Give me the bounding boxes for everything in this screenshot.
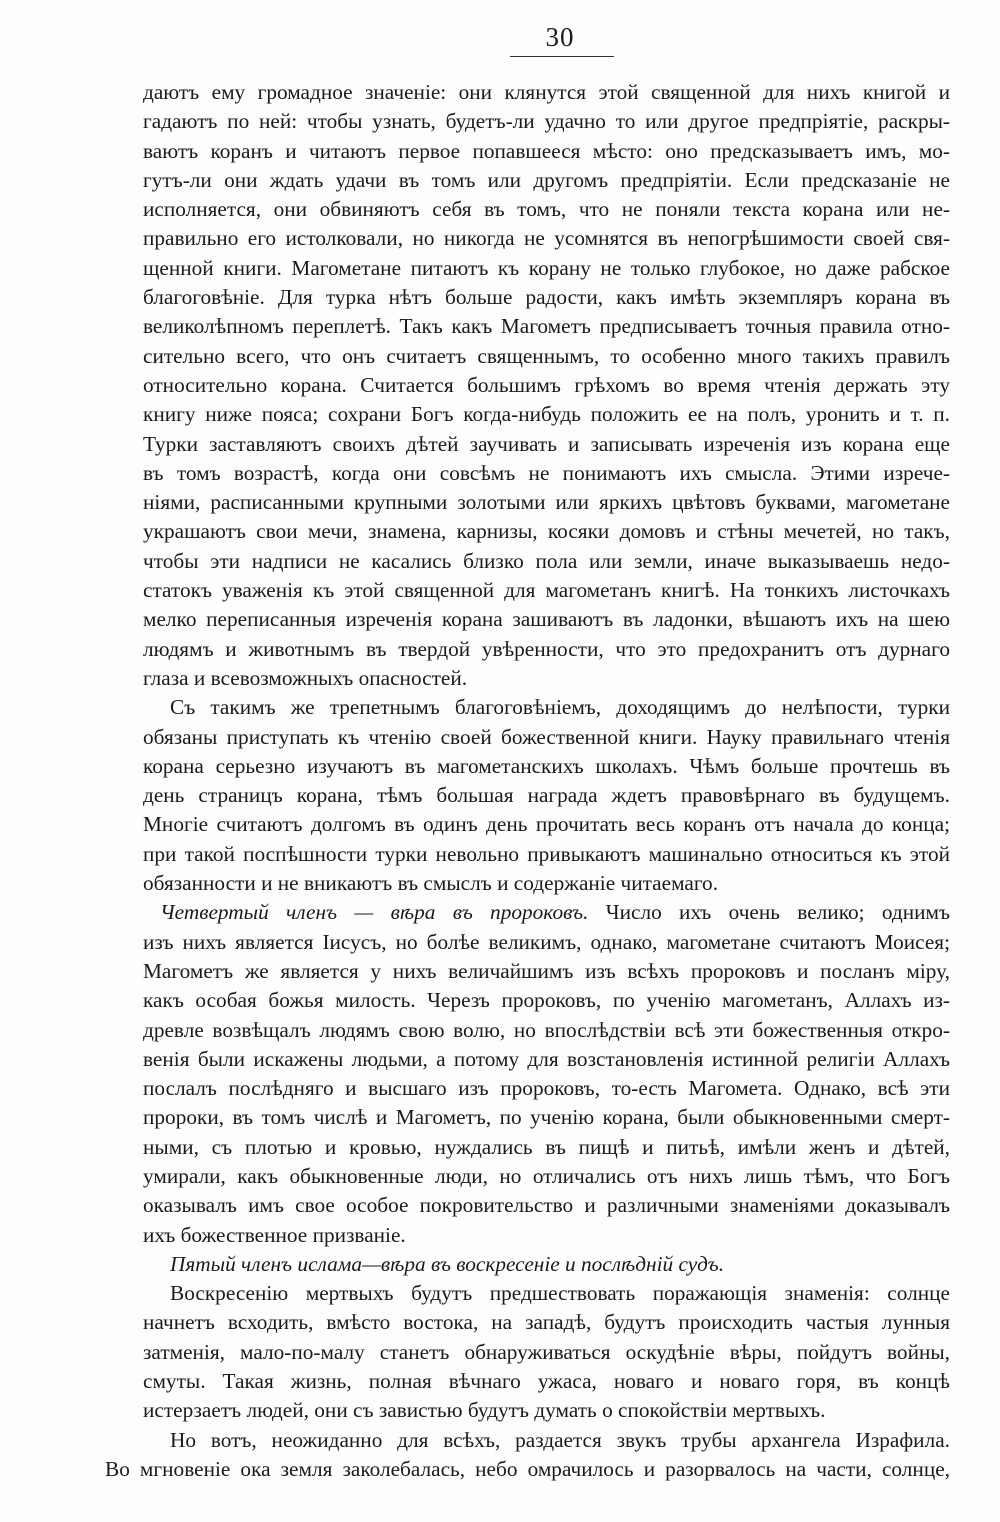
line-text: книгу ниже пояса; сохрани Богъ когда-нибудь положить ее на полъ, уронить и т. п. xyxy=(143,402,950,427)
text-line xyxy=(143,1338,950,1367)
text-line xyxy=(143,869,950,898)
line-text: Но вотъ, неожиданно для всѣхъ, раздается звукъ трубы архангела Израфила. xyxy=(170,1427,950,1452)
text-line xyxy=(143,459,950,488)
line-text: послалъ послѣдняго и высшаго изъ пророковъ, то-есть Магомета. Однако, всѣ эти xyxy=(143,1076,950,1101)
text-line xyxy=(170,1250,950,1279)
page-number-rule xyxy=(510,56,614,57)
text-line xyxy=(143,664,950,693)
text-line xyxy=(143,517,950,546)
text-line xyxy=(143,1074,950,1103)
line-text: Магометъ же является у нихъ величайшимъ изъ всѣхъ пророковъ и посланъ міру, xyxy=(143,958,950,983)
line-text: день страницъ корана, тѣмъ большая награда ждетъ правовѣрнаго въ будущемъ. xyxy=(143,783,950,808)
text-line xyxy=(170,693,950,722)
line-text: глаза и всевозможныхъ опасностей. xyxy=(143,665,468,690)
line-text: украшаютъ свои мечи, знамена, карнизы, косяки домовъ и стѣны мечетей, но такъ, xyxy=(143,519,950,544)
text-line xyxy=(143,957,950,986)
line-text: чтобы эти надписи не касались близко пола или земли, иначе выказываешь недо- xyxy=(143,548,950,573)
text-line xyxy=(143,1016,950,1045)
line-text: щенной книги. Магометане питаютъ къ корану не только глубокое, но даже рабское xyxy=(143,255,950,280)
line-text: пророки, въ томъ числѣ и Магометъ, по ученію корана, были обыкновенными смерт- xyxy=(143,1105,950,1130)
text-line xyxy=(143,488,950,517)
text-line xyxy=(143,224,950,253)
line-text: при такой поспѣшности турки невольно привыкаютъ машинально относиться къ этой xyxy=(143,841,950,866)
line-text: Турки заставляютъ своихъ дѣтей заучивать и записывать изреченія изъ корана еще xyxy=(143,431,950,456)
text-line xyxy=(143,928,950,957)
line-text: даютъ ему громадное значеніе: они клянутся этой священной для нихъ книгой и xyxy=(143,80,950,104)
text-line xyxy=(143,1103,950,1132)
text-line xyxy=(143,1191,950,1220)
line-text: затменія, мало-по-малу станетъ обнаруживаться оскудѣніе вѣры, пойдутъ войны, xyxy=(143,1339,950,1364)
line-text: смуты. Такая жизнь, полная вѣчнаго ужаса, новаго и новаго горя, въ концѣ xyxy=(143,1369,950,1394)
text-line xyxy=(143,1162,950,1191)
text-line xyxy=(143,107,950,136)
text-line xyxy=(143,342,950,371)
text-line xyxy=(143,1133,950,1162)
line-text: изъ нихъ является Іисусъ, но болѣе великимъ, однако, магометане считаютъ Моисея; xyxy=(143,929,950,954)
text-line xyxy=(143,312,950,341)
line-text: ніями, расписанными крупными золотыми или яркихъ цвѣтовъ буквами, магометане xyxy=(143,490,950,515)
line-text: людямъ и животнымъ въ твердой увѣренности, что это предохранитъ отъ дурнаго xyxy=(143,636,950,661)
text-line xyxy=(143,400,950,429)
line-text: Воскресенію мертвыхъ будутъ предшествовать поражающія знаменія: солнце xyxy=(170,1281,950,1306)
text-line xyxy=(143,254,950,283)
line-text: относительно корана. Считается большимъ грѣхомъ во время чтенія держать эту xyxy=(143,372,950,397)
text-line xyxy=(143,78,950,107)
text-line xyxy=(143,166,950,195)
line-text: исполняется, они обвиняютъ себя въ томъ, что не поняли текста корана или не- xyxy=(143,197,950,222)
line-text: благоговѣніе. Для турка нѣтъ больше радости, какъ имѣть экземпляръ корана въ xyxy=(143,285,950,310)
line-text: Число ихъ очень велико; однимъ xyxy=(588,900,950,925)
line-text: гутъ-ли они ждать удачи въ томъ или другомъ предпріятіи. Если предсказаніе не xyxy=(143,167,950,192)
line-text: ихъ божественное призваніе. xyxy=(143,1222,406,1247)
text-line xyxy=(143,283,950,312)
line-text: корана серьезно изучаютъ въ магометанскихъ школахъ. Чѣмъ больше прочтешь въ xyxy=(143,753,950,778)
line-text: правильно его истолковали, но никогда не усомнятся въ непогрѣшимости своей свя- xyxy=(143,226,950,251)
text-line xyxy=(143,605,950,634)
line-text: великолѣпномъ переплетѣ. Такъ какъ Магометъ предписываетъ точныя правила отно- xyxy=(143,314,950,339)
line-text: въ томъ возрастѣ, когда они совсѣмъ не понимаютъ ихъ смысла. Этими изрече- xyxy=(143,460,950,485)
page-number: 30 xyxy=(545,22,575,52)
line-text: какъ особая божья милость. Черезъ пророковъ, по ученію магометанъ, Аллахъ из- xyxy=(143,988,950,1013)
text-line xyxy=(160,898,950,927)
line-text: мелко переписанныя изреченія корана зашиваютъ въ ладонки, вѣшаютъ ихъ на шею xyxy=(143,607,950,632)
text-line xyxy=(143,635,950,664)
text-line xyxy=(143,986,950,1015)
line-text: древле возвѣщалъ людямъ свою волю, но впослѣдствіи всѣ эти божественныя откро- xyxy=(143,1017,950,1042)
line-text: статокъ уваженія къ этой священной для магометанъ книгѣ. На тонкихъ листочкахъ xyxy=(143,578,950,603)
text-line xyxy=(143,1367,950,1396)
text-line xyxy=(143,840,950,869)
line-text: обязаны приступать къ чтенію своей божественной книги. Науку правильнаго чтенія xyxy=(143,724,950,749)
line-text: умирали, какъ обыкновенные люди, но отличались отъ нихъ лишь тѣмъ, что Богъ xyxy=(143,1163,950,1188)
line-text: венія были искажены людьми, а потому для возстановленія истинной религіи Аллахъ xyxy=(143,1046,950,1071)
text-line xyxy=(143,1308,950,1337)
line-text: сительно всего, что онъ считаетъ священнымъ, то особенно много такихъ правилъ xyxy=(143,343,950,368)
line-text: оказывалъ имъ свое особое покровительство и различными знаменіями доказывалъ xyxy=(143,1193,950,1218)
text-line xyxy=(143,1221,950,1250)
line-text: ными, съ плотью и кровью, нуждались въ пищѣ и питьѣ, имѣли женъ и дѣтей, xyxy=(143,1134,950,1159)
text-line xyxy=(143,752,950,781)
line-text: гадаютъ по ней: чтобы узнать, будетъ-ли удачно то или другое предпріятіе, раскры- xyxy=(143,109,950,134)
text-line xyxy=(143,810,950,839)
text-line xyxy=(143,430,950,459)
line-text: Съ такимъ же трепетнымъ благоговѣніемъ, доходящимъ до нелѣпости, турки xyxy=(170,695,950,720)
text-line xyxy=(143,195,950,224)
text-line xyxy=(143,781,950,810)
text-line xyxy=(143,547,950,576)
section-heading: Пятый членъ ислама—вѣра въ воскресеніе и послѣдній судъ. xyxy=(170,1251,725,1276)
line-text: Во мгновеніе ока земля заколебалась, небо омрачилось и разорвалось на части, солнце, xyxy=(105,1456,950,1481)
body-text xyxy=(105,78,950,1484)
text-line xyxy=(105,1455,950,1484)
line-text: истерзаетъ людей, они съ завистью будутъ думать о спокойствіи мертвыхъ. xyxy=(143,1398,826,1423)
section-heading: Четвертый членъ — вѣра въ пророковъ. xyxy=(160,900,589,925)
line-text: Многіе считаютъ долгомъ въ одинъ день прочитать весь коранъ отъ начала до конца; xyxy=(143,812,950,837)
line-text: начнетъ всходить, вмѣсто востока, на западѣ, будутъ происходить частыя лунныя xyxy=(143,1310,950,1335)
text-line xyxy=(143,371,950,400)
text-line xyxy=(143,1045,950,1074)
text-line xyxy=(143,576,950,605)
text-line xyxy=(170,1279,950,1308)
text-line xyxy=(143,723,950,752)
text-line xyxy=(170,1426,950,1455)
text-line xyxy=(143,1396,950,1425)
line-text: обязанности и не вникаютъ въ смыслъ и содержаніе читаемаго. xyxy=(143,871,719,896)
text-line xyxy=(143,137,950,166)
line-text: ваютъ коранъ и читаютъ первое попавшееся мѣсто: оно предсказываетъ имъ, мо- xyxy=(143,138,950,163)
